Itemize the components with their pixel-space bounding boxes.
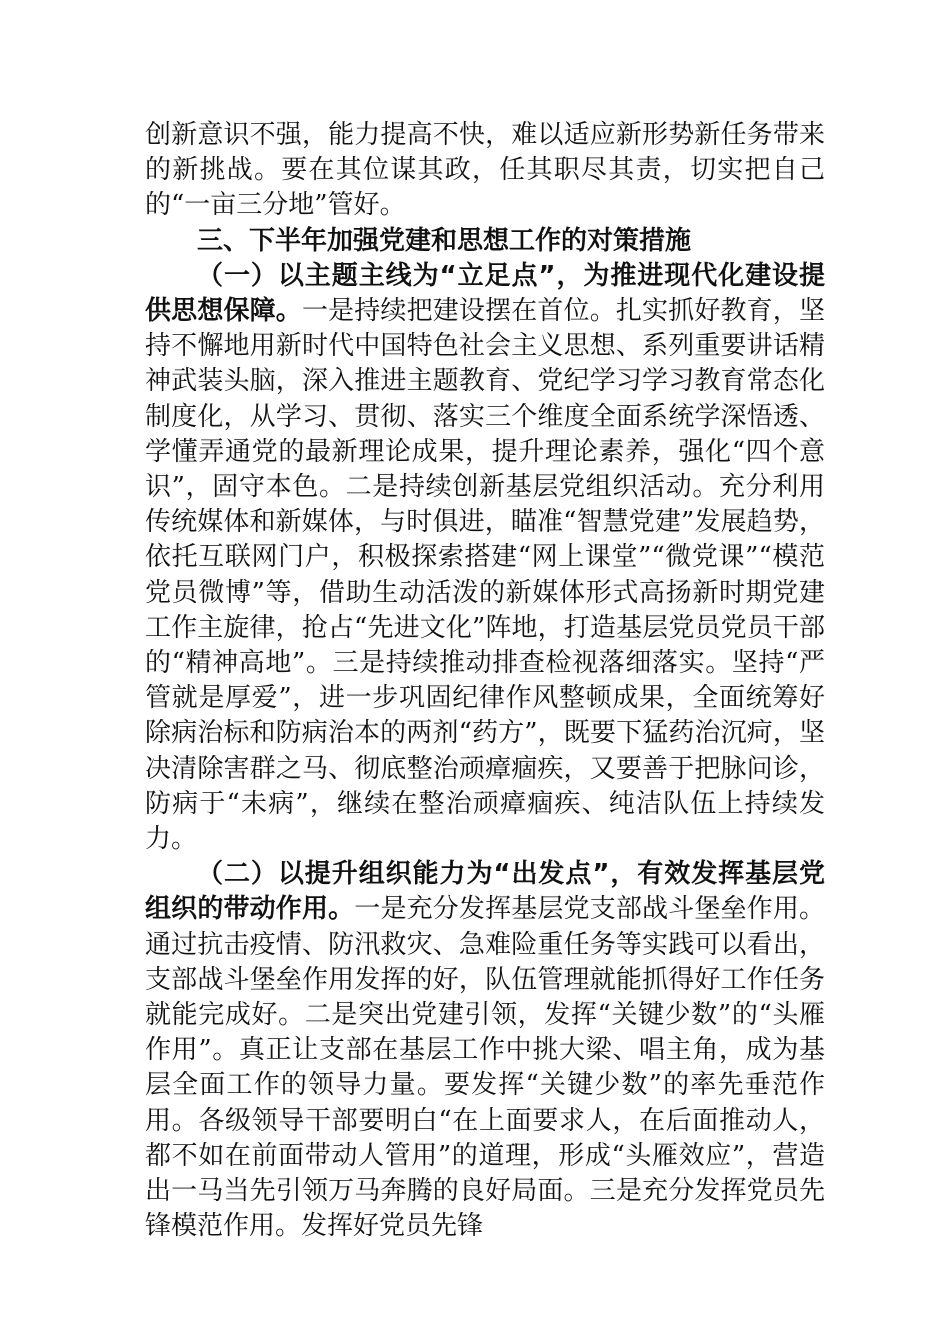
paragraph-lead: （一）以主题主线为“立足点”，为推进现代化建设提供思想保障。	[145, 260, 825, 327]
section-heading: 三、下半年加强党建和思想工作的对策措施	[197, 225, 692, 256]
paragraph-text: 创新意识不强，能力提高不快，难以适应新形势新任务带来的新挑战。要在其位谋其政，任其职尽其责，切实把自己的“一亩三分地”管好。	[145, 120, 825, 221]
paragraph-text: 一是充分发挥基层党支部战斗堡垒作用。通过抗击疫情、防汛救灾、急难险重任务等实践可以看出，支部战斗堡垒作用发挥的好，队伍管理就能抓得好工作任务就能完成好。二是突出党建引领，发挥“关键少数”的“头雁作用”。真正让支部在基层工作中挑大梁、唱主角，成为基层全面工作的领导力量。要发挥“关键少数”的率先垂范作用。各级领导干部要明白“在上面要求人，在后面推动人，都不如在前面带动人管用”的道理，形成“头雁效应”，营造出一马当先引领万马奔腾的良好局面。三是充分发挥党员先锋模范作用。发挥好党员先锋	[145, 894, 825, 1242]
document-page	[145, 118, 825, 1245]
section-paragraph-1	[145, 259, 825, 857]
paragraph-text: 一是持续把建设摆在首位。扎实抓好教育，坚持不懈地用新时代中国特色社会主义思想、系列重要讲话精神武装头脑，深入推进主题教育、党纪学习学习教育常态化制度化，从学习、贯彻、落实三个维度全面系统学深悟透、学懂弄通党的最新理论成果，提升理论素养，强化“四个意识”，固守本色。二是持续创新基层党组织活动。充分利用传统媒体和新媒体，与时俱进，瞄准“智慧党建”发展趋势，依托互联网门户，积极探索搭建“网上课堂”“微党课”“模范党员微博”等，借助生动活泼的新媒体形式高扬新时期党建工作主旋律，抢占“先进文化”阵地，打造基层党员党员干部的“精神高地”。三是持续推动排查检视落细落实。坚持“严管就是厚爱”，进一步巩固纪律作风整顿成果，全面统筹好除病治标和防病治本的两剂“药方”，既要下猛药治沉疴，坚决清除害群之马、彻底整治顽瘴痼疾，又要善于把脉问诊，防病于“未病”，继续在整治顽瘴痼疾、纯洁队伍上持续发力。	[145, 296, 825, 855]
paragraph-lead: （二）以提升组织能力为“出发点”，有效发挥基层党组织的带动作用。	[145, 859, 825, 925]
section-paragraph-2	[145, 857, 825, 1244]
body-paragraph-1	[145, 118, 825, 224]
